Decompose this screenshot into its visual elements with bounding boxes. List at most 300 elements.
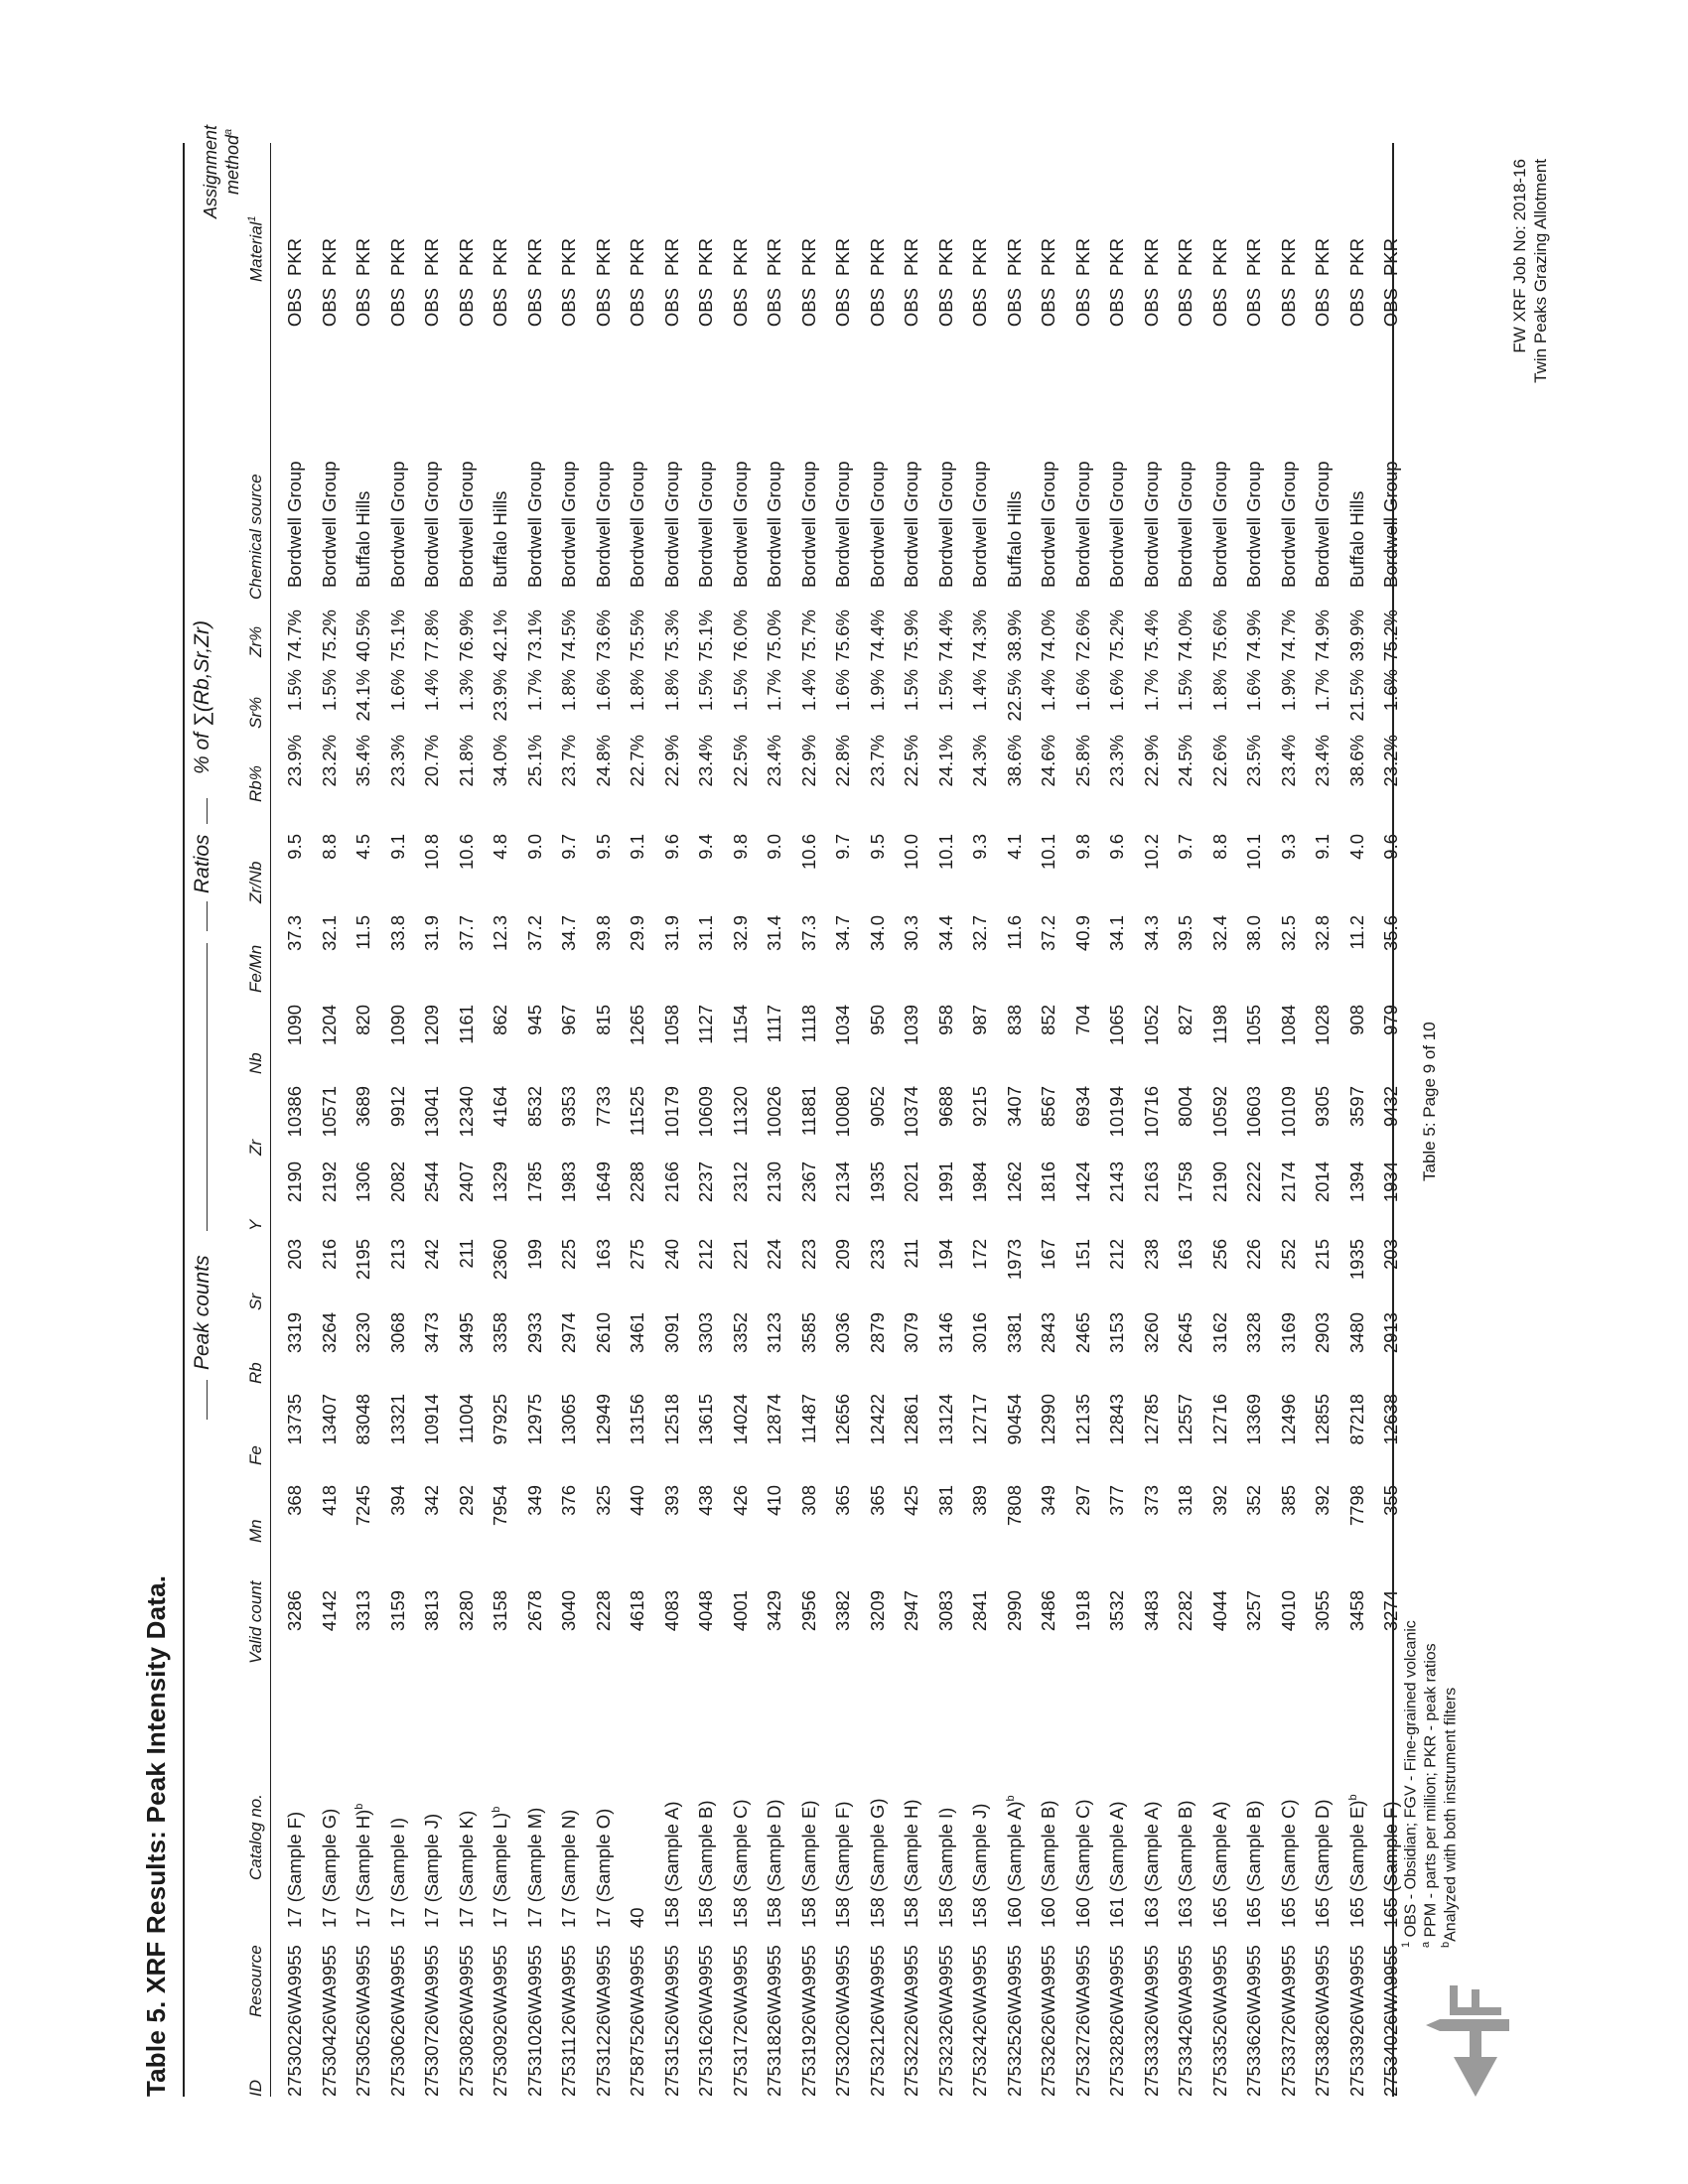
cell-resource: 26WA9955	[660, 1945, 682, 2035]
cell-valid-count: 3429	[764, 1590, 785, 1632]
col-header-sr-pct: Sr%	[246, 696, 265, 729]
cell-resource: 26WA9955	[1140, 1945, 1162, 2035]
cell-chemical-source: Bordwell Group	[729, 461, 751, 588]
cell-resource: 26WA9955	[1106, 1945, 1128, 2035]
cell-fe-mn: 31.4	[764, 915, 785, 952]
cell-rb-pct: 23.2%	[1380, 735, 1402, 787]
cell-method: PKR	[627, 238, 648, 277]
cell-rb: 3016	[969, 1312, 991, 1354]
cell-id: 275323	[934, 2035, 956, 2097]
cell-material: OBS	[832, 288, 854, 328]
cell-resource: 26WA9955	[352, 1945, 374, 2035]
cell-sr: 223	[797, 1239, 819, 1270]
cell-resource: 26WA9955	[1243, 1945, 1265, 2035]
cell-sr-pct: 21.5%	[1345, 669, 1367, 722]
cell-mn: 7245	[352, 1485, 374, 1527]
cell-sr: 1935	[1345, 1239, 1367, 1281]
col-header-rb-pct: Rb%	[246, 765, 265, 802]
cell-material: OBS	[1243, 288, 1265, 328]
cell-id: 275317	[729, 2035, 751, 2097]
cell-rb-pct: 22.7%	[627, 735, 648, 787]
table-row	[587, 238, 622, 2097]
cell-fe-mn: 34.1	[1106, 915, 1128, 952]
cell-resource: 26WA9955	[318, 1945, 340, 2035]
xrf-data-table	[278, 238, 1409, 2097]
cell-fe-mn: 34.0	[866, 915, 888, 952]
table-row	[895, 238, 929, 2097]
cell-nb: 1154	[729, 1005, 751, 1044]
cell-rb: 3319	[284, 1312, 306, 1354]
cell-y: 2130	[764, 1161, 785, 1203]
cell-zr-nb: 9.6	[1106, 834, 1128, 860]
cell-fe: 12496	[1277, 1394, 1299, 1445]
cell-zr: 10609	[695, 1086, 717, 1138]
col-header-catalog: Catalog no.	[246, 1794, 265, 1880]
cell-nb: 838	[1003, 1005, 1025, 1035]
cell-method: PKR	[1243, 238, 1265, 277]
cell-fe-mn: 37.2	[1038, 915, 1059, 952]
cell-method: PKR	[318, 238, 340, 277]
cell-rb: 2974	[558, 1312, 580, 1354]
cell-method: PKR	[1312, 238, 1334, 277]
cell-method: PKR	[866, 238, 888, 277]
cell-material: OBS	[729, 288, 751, 328]
cell-sr: 203	[284, 1239, 306, 1270]
cell-zr: 6934	[1071, 1086, 1093, 1128]
cell-zr-nb: 9.0	[523, 834, 545, 860]
cell-fe: 87218	[1345, 1394, 1367, 1445]
cell-id: 275322	[901, 2035, 922, 2097]
cell-mn: 355	[1380, 1485, 1402, 1516]
cell-zr-nb: 9.5	[592, 834, 614, 860]
cell-y: 1785	[523, 1161, 545, 1203]
cell-fe-mn: 38.0	[1243, 915, 1265, 952]
cell-rb-pct: 23.3%	[386, 735, 408, 787]
cell-catalog: 158 (Sample G)	[866, 1798, 888, 1928]
cell-nb: 987	[969, 1005, 991, 1035]
cell-mn: 377	[1106, 1485, 1128, 1516]
cell-rb-pct: 25.1%	[523, 735, 545, 787]
cell-sr-pct: 1.5%	[901, 669, 922, 712]
cell-zr: 10109	[1277, 1086, 1299, 1138]
cell-mn: 394	[386, 1485, 408, 1516]
bottom-rule	[1392, 143, 1394, 2097]
cell-zr-pct: 75.0%	[764, 610, 785, 662]
col-header-chemical-source: Chemical source	[246, 474, 265, 600]
cell-mn: 418	[318, 1485, 340, 1516]
cell-sr: 224	[764, 1239, 785, 1270]
cell-nb: 908	[1345, 1005, 1367, 1035]
cell-sr-pct: 1.7%	[523, 669, 545, 712]
cell-chemical-source: Bordwell Group	[421, 461, 443, 588]
cell-nb: 1090	[386, 1005, 408, 1046]
cell-chemical-source: Buffalo Hills	[490, 490, 511, 588]
cell-material: OBS	[490, 288, 511, 328]
cell-rb-pct: 24.5%	[1175, 735, 1196, 787]
cell-fe: 11004	[455, 1394, 477, 1444]
cell-sr: 213	[386, 1239, 408, 1270]
cell-rb: 3461	[627, 1312, 648, 1354]
cell-sr-pct: 1.3%	[455, 669, 477, 712]
cell-y: 1329	[490, 1161, 511, 1203]
cell-fe-mn: 37.2	[523, 915, 545, 952]
cell-fe: 13615	[695, 1394, 717, 1445]
cell-sr: 151	[1071, 1239, 1093, 1270]
cell-fe-mn: 31.9	[421, 915, 443, 952]
cell-fe-mn: 34.7	[558, 915, 580, 952]
cell-nb: 815	[592, 1005, 614, 1035]
cell-resource: 26WA9955	[386, 1945, 408, 2035]
cell-valid-count: 1918	[1071, 1590, 1093, 1632]
table-row	[415, 238, 450, 2097]
cell-resource: 26WA9955	[455, 1945, 477, 2035]
cell-method: PKR	[1106, 238, 1128, 277]
cell-fe: 12717	[969, 1394, 991, 1445]
col-header-zr-nb: Zr/Nb	[246, 861, 265, 903]
cell-rb: 2843	[1038, 1312, 1059, 1354]
col-header-sr: Sr	[246, 1294, 265, 1310]
cell-chemical-source: Bordwell Group	[284, 461, 306, 588]
cell-zr-pct: 40.5%	[352, 610, 374, 662]
cell-fe: 13735	[284, 1394, 306, 1445]
cell-id: 275311	[558, 2036, 580, 2097]
col-header-zr: Zr	[246, 1139, 265, 1156]
cell-mn: 389	[969, 1485, 991, 1516]
col-header-fe-mn: Fe/Mn	[246, 944, 265, 993]
cell-mn: 365	[866, 1485, 888, 1516]
cell-zr-nb: 9.1	[1312, 834, 1334, 860]
cell-fe: 12861	[901, 1394, 922, 1445]
cell-y: 2143	[1106, 1161, 1128, 1203]
cell-material: OBS	[455, 288, 477, 328]
cell-zr-pct: 74.7%	[1277, 610, 1299, 662]
cell-nb: 1055	[1243, 1005, 1265, 1046]
cell-catalog: 158 (Sample C)	[729, 1799, 751, 1928]
cell-chemical-source: Bordwell Group	[1106, 461, 1128, 588]
cell-y: 2190	[284, 1161, 306, 1203]
cell-method: PKR	[1380, 238, 1402, 277]
col-header-material: Material$^1$	[246, 215, 266, 282]
cell-nb: 967	[558, 1005, 580, 1035]
cell-zr: 8567	[1038, 1086, 1059, 1128]
cell-id: 275328	[1106, 2035, 1128, 2097]
cell-id: 275324	[969, 2035, 991, 2097]
cell-rb: 3352	[729, 1312, 751, 1354]
cell-catalog: 17 (Sample G)	[318, 1808, 340, 1928]
cell-zr-pct: 74.5%	[558, 610, 580, 662]
cell-sr-pct: 1.7%	[764, 669, 785, 712]
cell-material: OBS	[764, 288, 785, 328]
cell-chemical-source: Bordwell Group	[797, 461, 819, 588]
cell-y: 2082	[386, 1161, 408, 1203]
cell-fe: 12135	[1071, 1394, 1093, 1445]
cell-catalog: 17 (Sample O)	[592, 1808, 614, 1928]
table-row	[792, 238, 827, 2097]
cell-chemical-source: Buffalo Hills	[352, 490, 374, 588]
cell-resource: 26WA9955	[866, 1945, 888, 2035]
cell-rb: 3169	[1277, 1312, 1299, 1354]
cell-resource: 26WA9955	[1175, 1945, 1196, 2035]
cell-mn: 393	[660, 1485, 682, 1516]
cell-y: 1649	[592, 1161, 614, 1203]
cell-zr-pct: 74.4%	[866, 610, 888, 662]
cell-zr: 8532	[523, 1086, 545, 1128]
cell-sr-pct: 24.1%	[352, 669, 374, 722]
cell-fe-mn: 12.3	[490, 915, 511, 952]
cell-mn: 352	[1243, 1485, 1265, 1516]
job-number: FW XRF Job No: 2018-16	[1510, 159, 1529, 353]
cell-fe-mn: 32.5	[1277, 915, 1299, 952]
col-header-y: Y	[246, 1219, 265, 1231]
cell-sr: 211	[901, 1239, 922, 1269]
cell-material: OBS	[627, 288, 648, 328]
cell-rb: 3260	[1140, 1312, 1162, 1354]
cell-sr: 242	[421, 1239, 443, 1270]
cell-method: PKR	[729, 238, 751, 277]
cell-catalog: 17 (Sample K)	[455, 1810, 477, 1928]
cell-catalog: 165 (Sample B)	[1243, 1800, 1265, 1928]
cell-valid-count: 3055	[1312, 1590, 1334, 1632]
table-row	[861, 238, 896, 2097]
cell-zr-pct: 75.6%	[1208, 610, 1230, 662]
cell-zr-nb: 9.5	[866, 834, 888, 860]
cell-nb: 852	[1038, 1005, 1059, 1035]
cell-catalog: 17 (Sample M)	[523, 1807, 545, 1928]
cell-resource: 26WA9955	[1277, 1945, 1299, 2035]
cell-method: PKR	[1345, 238, 1367, 277]
cell-rb-pct: 22.8%	[832, 735, 854, 787]
cell-material: OBS	[1312, 288, 1334, 328]
cell-valid-count: 2678	[523, 1590, 545, 1632]
cell-zr: 10194	[1106, 1086, 1128, 1138]
cell-zr-pct: 39.9%	[1345, 610, 1367, 662]
cell-id: 275316	[695, 2035, 717, 2097]
cell-rb: 3480	[1345, 1312, 1367, 1354]
cell-rb: 3068	[386, 1312, 408, 1354]
cell-resource: 26WA9955	[284, 1945, 306, 2035]
cell-sr-pct: 1.4%	[969, 669, 991, 712]
cell-method: PKR	[797, 238, 819, 277]
cell-zr-nb: 9.7	[558, 834, 580, 860]
cell-mn: 349	[1038, 1485, 1059, 1516]
cell-mn: 292	[455, 1485, 477, 1516]
cell-mn: 308	[797, 1485, 819, 1516]
cell-id: 275340	[1380, 2035, 1402, 2097]
cell-valid-count: 4010	[1277, 1590, 1299, 1632]
cell-fe: 83048	[352, 1394, 374, 1445]
cell-zr-nb: 9.3	[969, 834, 991, 860]
cell-zr-nb: 9.6	[660, 834, 682, 860]
cell-fe-mn: 31.9	[660, 915, 682, 952]
cell-valid-count: 2956	[797, 1590, 819, 1632]
cell-sr-pct: 1.5%	[1175, 669, 1196, 712]
cell-y: 1816	[1038, 1161, 1059, 1203]
table-row	[1032, 238, 1066, 2097]
cell-zr-nb: 4.1	[1003, 834, 1025, 860]
cell-chemical-source: Bordwell Group	[1243, 461, 1265, 588]
cell-zr: 10603	[1243, 1086, 1265, 1138]
cell-sr: 211	[455, 1239, 477, 1269]
cell-y: 2367	[797, 1161, 819, 1203]
cell-fe: 12785	[1140, 1394, 1162, 1445]
table-row	[1272, 238, 1307, 2097]
cell-fe-mn: 40.9	[1071, 915, 1093, 952]
cell-material: OBS	[318, 288, 340, 328]
table-row	[1066, 238, 1101, 2097]
table-row	[1306, 238, 1340, 2097]
cell-y: 1934	[1380, 1161, 1402, 1203]
cell-material: OBS	[1071, 288, 1093, 328]
cell-material: OBS	[523, 288, 545, 328]
cell-rb: 3495	[455, 1312, 477, 1354]
cell-sr-pct: 1.5%	[729, 669, 751, 712]
cell-y: 2544	[421, 1161, 443, 1203]
cell-id: 275318	[764, 2035, 785, 2097]
cell-zr: 10179	[660, 1086, 682, 1138]
cell-zr: 4164	[490, 1086, 511, 1128]
cell-material: OBS	[1277, 288, 1299, 328]
cell-sr-pct: 1.8%	[558, 669, 580, 712]
cell-resource: 26WA9955	[729, 1945, 751, 2035]
fw-logo	[1410, 1968, 1539, 2101]
cell-resource: 26WA9955	[1312, 1945, 1334, 2035]
col-header-resource: Resource	[246, 1945, 265, 2017]
cell-method: PKR	[969, 238, 991, 277]
cell-nb: 950	[866, 1005, 888, 1035]
cell-method: PKR	[1140, 238, 1162, 277]
cell-sr: 2195	[352, 1239, 374, 1281]
cell-y: 1394	[1345, 1161, 1367, 1203]
cell-zr-nb: 8.8	[318, 834, 340, 860]
cell-y: 2312	[729, 1161, 751, 1203]
cell-nb: 820	[352, 1005, 374, 1035]
cell-id: 275307	[421, 2035, 443, 2097]
cell-id: 275315	[660, 2035, 682, 2097]
cell-zr-pct: 72.6%	[1071, 610, 1093, 662]
cell-zr-pct: 75.6%	[832, 610, 854, 662]
cell-chemical-source: Bordwell Group	[558, 461, 580, 588]
cell-sr: 233	[866, 1239, 888, 1270]
cell-rb: 3473	[421, 1312, 443, 1354]
cell-zr: 9912	[386, 1086, 408, 1128]
table-row	[1340, 238, 1375, 2097]
cell-catalog: 158 (Sample B)	[695, 1800, 717, 1928]
cell-nb: 827	[1175, 1005, 1196, 1035]
cell-y: 1935	[866, 1161, 888, 1203]
cell-method: PKR	[764, 238, 785, 277]
cell-fe: 13321	[386, 1394, 408, 1445]
cell-resource: 26WA9955	[490, 1945, 511, 2035]
cell-y: 2163	[1140, 1161, 1162, 1203]
cell-fe-mn: 34.4	[934, 915, 956, 952]
cell-mn: 297	[1071, 1485, 1093, 1516]
cell-valid-count: 4142	[318, 1590, 340, 1632]
cell-mn: 426	[729, 1485, 751, 1516]
footnote-1: $^1$ OBS - Obsidian; FGV - Fine-grained volcanic	[1400, 1620, 1420, 1948]
cell-zr-pct: 77.8%	[421, 610, 443, 662]
cell-catalog: 158 (Sample H)	[901, 1799, 922, 1928]
col-header-method: method$^a$	[222, 128, 242, 195]
cell-valid-count: 3159	[386, 1590, 408, 1632]
cell-resource: 26WA9955	[969, 1945, 991, 2035]
cell-valid-count: 3257	[1243, 1590, 1265, 1632]
cell-method: PKR	[592, 238, 614, 277]
cell-rb: 3358	[490, 1312, 511, 1354]
cell-id: 275327	[1071, 2035, 1093, 2097]
cell-y: 2288	[627, 1161, 648, 1203]
cell-zr: 9052	[866, 1086, 888, 1128]
col-header-valid-count: Valid count	[246, 1580, 265, 1664]
cell-fe: 10914	[421, 1394, 443, 1445]
cell-rb-pct: 22.6%	[1208, 735, 1230, 787]
cell-rb-pct: 23.4%	[695, 735, 717, 787]
cell-rb: 2913	[1380, 1312, 1402, 1354]
table-row	[929, 238, 964, 2097]
cell-fe: 12975	[523, 1394, 545, 1445]
cell-zr-pct: 75.4%	[1140, 610, 1162, 662]
table-row	[689, 238, 724, 2097]
cell-zr-nb: 9.7	[832, 834, 854, 860]
cell-catalog: 160 (Sample B)	[1038, 1800, 1059, 1928]
cell-material: OBS	[901, 288, 922, 328]
cell-material: OBS	[386, 288, 408, 328]
cell-zr-pct: 74.9%	[1243, 610, 1265, 662]
cell-fe-mn: 34.7	[832, 915, 854, 952]
cell-zr-pct: 38.9%	[1003, 610, 1025, 662]
table-row	[552, 238, 587, 2097]
cell-id: 275306	[386, 2035, 408, 2097]
cell-resource: 26WA9955	[1071, 1945, 1093, 2035]
cell-chemical-source: Bordwell Group	[832, 461, 854, 588]
cell-mn: 7798	[1345, 1485, 1367, 1527]
cell-fe: 12990	[1038, 1394, 1059, 1445]
cell-sr: 203	[1380, 1239, 1402, 1270]
cell-sr: 1973	[1003, 1239, 1025, 1281]
cell-catalog: 158 (Sample E)	[797, 1800, 819, 1928]
cell-id: 275335	[1208, 2035, 1230, 2097]
cell-nb: 1058	[660, 1005, 682, 1046]
cell-fe-mn: 32.8	[1312, 915, 1334, 952]
cell-catalog: 158 (Sample I)	[934, 1807, 956, 1928]
cell-material: OBS	[695, 288, 717, 328]
cell-valid-count: 3040	[558, 1590, 580, 1632]
cell-valid-count: 2486	[1038, 1590, 1059, 1632]
cell-valid-count: 3813	[421, 1590, 443, 1632]
cell-material: OBS	[558, 288, 580, 328]
cell-catalog: 163 (Sample A)	[1140, 1801, 1162, 1928]
cell-fe-mn: 32.1	[318, 915, 340, 952]
cell-rb-pct: 23.7%	[866, 735, 888, 787]
cell-rb-pct: 22.5%	[729, 735, 751, 787]
ratios-group-header: Ratios	[191, 834, 213, 893]
cell-chemical-source: Bordwell Group	[627, 461, 648, 588]
cell-rb-pct: 23.7%	[558, 735, 580, 787]
cell-rb-pct: 38.6%	[1003, 735, 1025, 787]
cell-sr-pct: 1.8%	[1208, 669, 1230, 712]
cell-zr: 9688	[934, 1086, 956, 1128]
cell-sr-pct: 1.6%	[832, 669, 854, 712]
cell-mn: 381	[934, 1485, 956, 1516]
cell-zr-nb: 9.3	[1277, 834, 1299, 860]
table-row	[998, 238, 1033, 2097]
peak-counts-group-header: Peak counts	[191, 1255, 213, 1370]
cell-fe-mn: 39.5	[1175, 915, 1196, 952]
col-header-id: ID	[246, 2080, 265, 2097]
cell-id: 275337	[1277, 2035, 1299, 2097]
cell-zr: 10716	[1140, 1086, 1162, 1138]
cell-catalog: 158 (Sample A)	[660, 1801, 682, 1928]
cell-y: 2166	[660, 1161, 682, 1203]
